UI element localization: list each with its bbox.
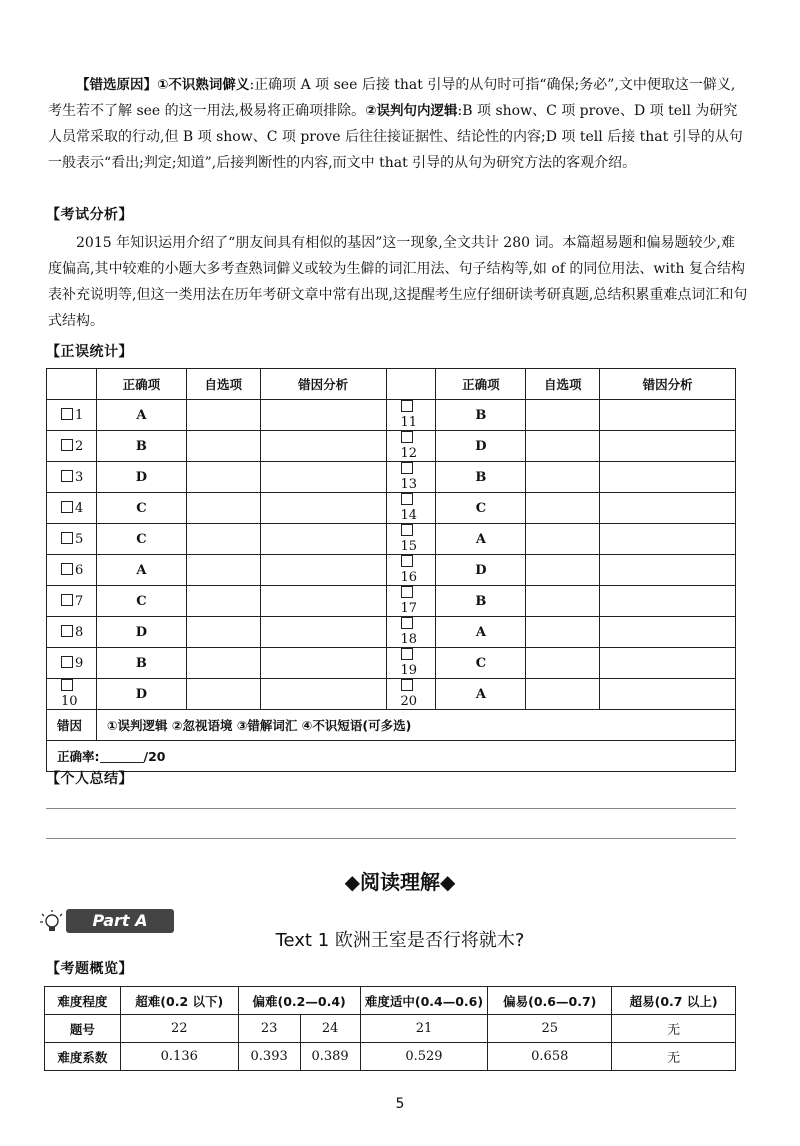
coefficient-cell: 0.529 [360,1043,488,1071]
correct-answer: B [436,586,526,617]
accuracy-cell [47,741,736,772]
correct-answer: C [96,493,186,524]
stats-table [46,368,736,772]
difficulty-table [44,986,736,1071]
correct-answer: C [436,648,526,679]
error-analysis-cell[interactable] [600,400,736,431]
question-number: 10 [61,694,78,709]
table-row [47,462,736,493]
coefficient-cell: 0.393 [238,1043,300,1071]
accuracy-row [47,741,736,772]
question-number: 15 [400,539,418,554]
checkbox[interactable] [61,470,73,482]
self-choice-cell[interactable] [526,524,600,555]
self-choice-cell[interactable] [526,679,600,710]
error-analysis-cell[interactable] [260,617,386,648]
stats-heading: 【正误统计】 [46,344,133,360]
correct-answer: C [96,524,186,555]
accuracy-label: 正确率: [57,749,100,764]
error-analysis-cell[interactable] [260,648,386,679]
self-choice-cell[interactable] [186,524,260,555]
reading-title: ◆阅读理解◆ [344,870,456,894]
summary-heading: 【个人总结】 [46,771,133,787]
row-label: 难度程度 [45,987,121,1015]
checkbox[interactable] [401,400,413,412]
self-choice-cell[interactable] [186,679,260,710]
accuracy-blank[interactable] [100,750,144,763]
correct-answer: D [96,617,186,648]
header-error-analysis: 错因分析 [260,369,386,400]
self-choice-cell[interactable] [186,493,260,524]
table-row [47,617,736,648]
number-cell: 23 [238,1015,300,1043]
overview-heading: 【考题概览】 [46,961,133,977]
error-reason-text-2: :B 项 show、C 项 prove、D 项 tell 为研究人员常采取的行动,但 B 项 show、C 项 prove 后往往接证据性、结论性的内容;D 项 tell 后接 that 引导的从句一般表示“看出;判定;知道”,后接判断性的内容,而文中 that 引导的从句为研究方法的客观介绍。 [48,103,743,171]
stats-header-row [47,369,736,400]
header-self-choice: 自选项 [526,369,600,400]
checkbox[interactable] [401,462,413,474]
checkbox[interactable] [61,656,73,668]
level-cell: 偏难(0.2—0.4) [238,987,360,1015]
accuracy-total: /20 [143,749,166,764]
error-options[interactable]: ①误判逻辑 ②忽视语境 ③错解词汇 ④不识短语(可多选) [96,710,735,741]
level-cell: 超易(0.7 以上) [612,987,736,1015]
error-analysis-cell[interactable] [260,679,386,710]
table-row [47,555,736,586]
error-analysis-cell[interactable] [600,586,736,617]
error-reason-row [47,710,736,741]
self-choice-cell[interactable] [526,617,600,648]
error-reason-paragraph [48,72,748,176]
question-number: 3 [75,469,84,485]
checkbox[interactable] [61,532,73,544]
header-correct: 正确项 [96,369,186,400]
question-number: 5 [75,531,84,547]
error-label: 错因 [47,710,97,741]
error-reason-label-1: ①不识熟词僻义 [157,77,250,93]
row-label: 题号 [45,1015,121,1043]
checkbox[interactable] [61,563,73,575]
error-analysis-cell[interactable] [260,493,386,524]
coefficient-cell: 0.658 [488,1043,612,1071]
question-number: 7 [75,593,84,609]
checkbox[interactable] [61,679,73,691]
page-number: 5 [395,1096,405,1112]
table-row [47,400,736,431]
self-choice-cell[interactable] [526,555,600,586]
number-cell: 无 [612,1015,736,1043]
checkbox[interactable] [401,431,413,443]
error-analysis-cell[interactable] [260,462,386,493]
self-choice-cell[interactable] [526,462,600,493]
question-number: 14 [400,508,418,523]
self-choice-cell[interactable] [526,648,600,679]
checkbox[interactable] [401,679,413,691]
level-cell: 偏易(0.6—0.7) [488,987,612,1015]
self-choice-cell[interactable] [186,462,260,493]
question-number: 1 [75,407,84,423]
question-number: 8 [75,624,84,640]
question-number: 19 [400,663,418,678]
question-number: 17 [400,601,418,616]
question-number: 2 [75,438,84,454]
error-analysis-cell[interactable] [600,679,736,710]
error-analysis-cell[interactable] [600,648,736,679]
self-choice-cell[interactable] [186,586,260,617]
table-row [47,648,736,679]
coefficient-cell: 0.136 [120,1043,238,1071]
number-cell: 24 [300,1015,360,1043]
question-number: 11 [400,415,418,430]
correct-answer: D [96,679,186,710]
error-analysis-cell[interactable] [600,462,736,493]
question-number: 6 [75,562,84,578]
question-number: 13 [400,477,418,492]
correct-answer: D [436,431,526,462]
correct-answer: B [96,648,186,679]
summary-line-1[interactable] [46,808,736,809]
self-choice-cell[interactable] [186,400,260,431]
correct-answer: D [96,462,186,493]
checkbox[interactable] [401,555,413,567]
question-number: 18 [400,632,418,647]
level-cell: 超难(0.2 以下) [120,987,238,1015]
coefficient-cell: 0.389 [300,1043,360,1071]
correct-answer: C [436,493,526,524]
checkbox[interactable] [401,586,413,598]
error-analysis-cell[interactable] [260,555,386,586]
number-cell: 21 [360,1015,488,1043]
question-number: 4 [75,500,84,516]
self-choice-cell[interactable] [526,400,600,431]
error-analysis-cell[interactable] [600,431,736,462]
self-choice-cell[interactable] [526,493,600,524]
error-analysis-cell[interactable] [600,617,736,648]
header-self-choice: 自选项 [186,369,260,400]
correct-answer: A [436,617,526,648]
text-title: Text 1 欧洲王室是否行将就木? [275,930,525,951]
header-correct: 正确项 [436,369,526,400]
question-number: 12 [400,446,418,461]
correct-answer: B [436,462,526,493]
self-choice-cell[interactable] [186,431,260,462]
part-label: Part A [66,909,174,933]
error-analysis-cell[interactable] [600,555,736,586]
correct-answer: C [96,586,186,617]
exam-analysis-heading: 【考试分析】 [46,207,133,223]
correct-answer: A [96,555,186,586]
error-analysis-cell[interactable] [260,431,386,462]
coefficient-row [45,1043,736,1071]
error-analysis-cell[interactable] [260,524,386,555]
correct-answer: A [96,400,186,431]
number-cell: 22 [120,1015,238,1043]
question-number: 9 [75,655,84,671]
error-reason-label-2: ②误判句内逻辑 [365,103,458,119]
table-row [47,493,736,524]
table-row [47,524,736,555]
correct-answer: A [436,524,526,555]
error-analysis-cell[interactable] [600,493,736,524]
correct-answer: B [96,431,186,462]
summary-line-2[interactable] [46,838,736,839]
question-number: 16 [400,570,418,585]
correct-answer: B [436,400,526,431]
error-analysis-cell[interactable] [260,586,386,617]
self-choice-cell[interactable] [186,617,260,648]
self-choice-cell[interactable] [186,648,260,679]
table-row [47,431,736,462]
checkbox[interactable] [401,524,413,536]
error-reason-text-1: :正确项 A 项 see 后接 that 引导的从句时可指“确保;务必”,文中便取这一僻义,考生若不了解 see 的这一用法,极易将正确项排除。 [48,77,736,119]
checkbox[interactable] [61,501,73,513]
error-analysis-cell[interactable] [600,524,736,555]
checkbox[interactable] [61,594,73,606]
self-choice-cell[interactable] [526,431,600,462]
question-number: 20 [400,694,418,709]
exam-analysis-text: 2015 年知识运用介绍了“朋友间具有相似的基因”这一现象,全文共计 280 词。本篇超易题和偏易题较少,难度偏高,其中较难的小题大多考查熟词僻义或较为生僻的词汇用法、句子结构等,如 of 的同位用法、with 复合结构表补充说明等,但这一类用法在历年考研文章中常有出现,这提醒考生应仔细研读考研真题,总结积累重难点词汇和句式结构。 [48,235,748,329]
correct-answer: A [436,679,526,710]
level-cell: 难度适中(0.4—0.6) [360,987,488,1015]
checkbox[interactable] [61,625,73,637]
coefficient-cell: 无 [612,1043,736,1071]
difficulty-level-row [45,987,736,1015]
table-row [47,586,736,617]
error-reason-heading: 【错选原因】 [76,77,157,93]
checkbox[interactable] [401,617,413,629]
correct-answer: D [436,555,526,586]
self-choice-cell[interactable] [186,555,260,586]
self-choice-cell[interactable] [526,586,600,617]
checkbox[interactable] [401,493,413,505]
checkbox[interactable] [401,648,413,660]
checkbox[interactable] [61,408,73,420]
table-row [47,679,736,710]
question-number-row [45,1015,736,1043]
header-error-analysis: 错因分析 [600,369,736,400]
row-label: 难度系数 [45,1043,121,1071]
error-analysis-cell[interactable] [260,400,386,431]
number-cell: 25 [488,1015,612,1043]
checkbox[interactable] [61,439,73,451]
